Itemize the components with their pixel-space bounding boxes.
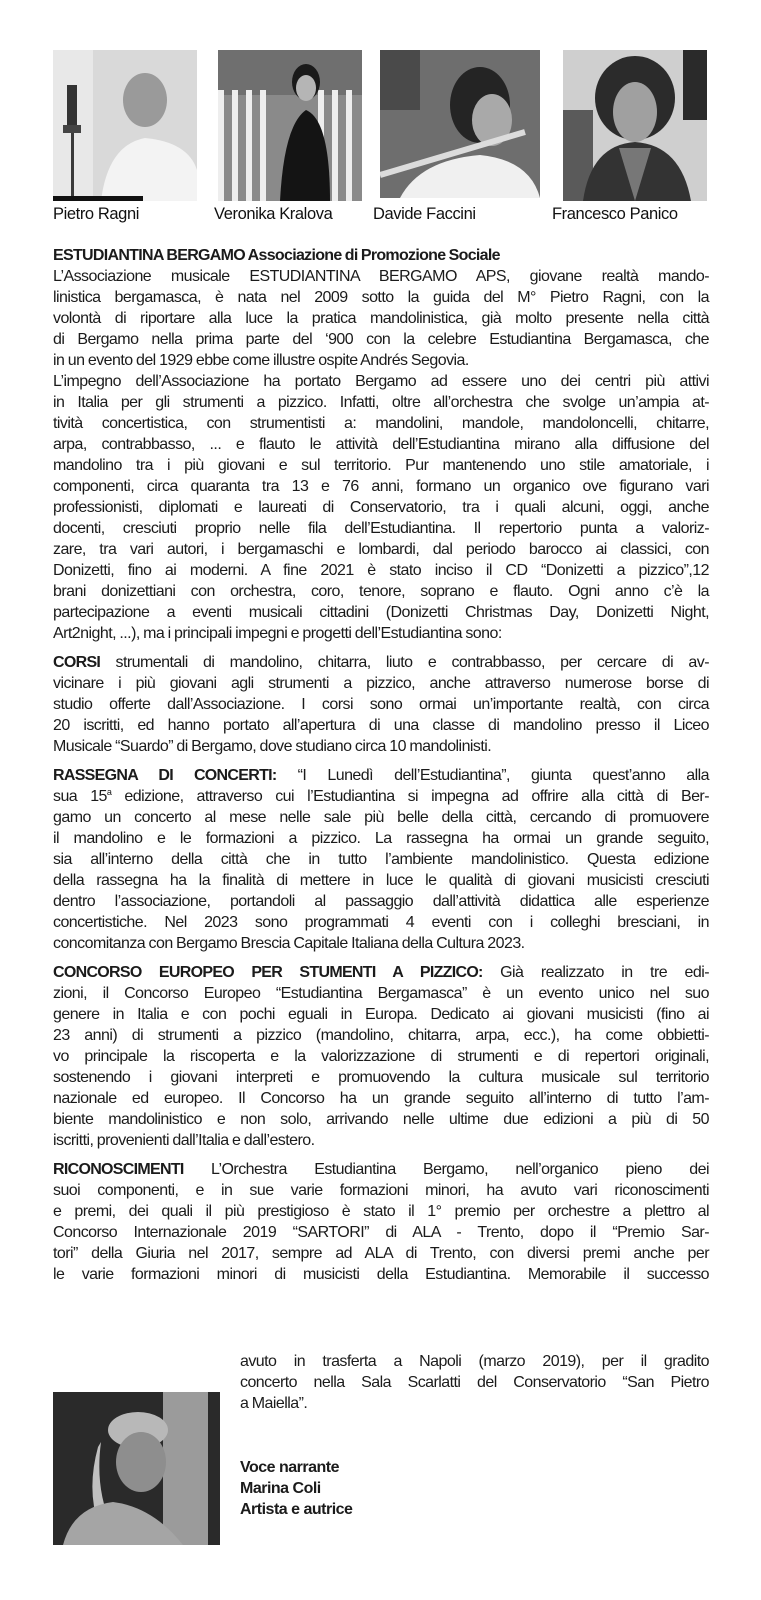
section-corsi [53,652,709,757]
section-line [53,786,709,807]
section-line: concerto nella Sala Scarlatti del Conservatorio “San Pietro [240,1374,709,1391]
section-line: concertistiche. Nel 2023 sono programmati 4 eventi con i colleghi bresciani, in [53,914,709,931]
photo-marina-coli [53,1392,220,1545]
intro-line: docenti, cresciuti proprio nelle fila dell’Estudiantina. Il repertorio punta a valoriz- [53,520,709,537]
photo-francesco-panico [563,50,707,201]
intro-line: professionisti, diplomati e laureati di Conservatorio, tra i quali alcuni, oggi, anche [53,499,709,516]
section-line: gamo un concerto al mese nelle sale più belle della città, cercando di promuovere [53,809,709,826]
section-line: vo principale la riscoperta e la valorizzazione di strumenti e di repertori originali, [53,1048,709,1065]
intro-line: brani donizettiani con orchestra, coro, tenore, soprano e flauto. Ogni anno c’è la [53,583,709,600]
section-first-line [53,652,709,673]
narrator-name: Marina Coli [240,1480,321,1497]
intro-line: in un evento del 1929 ebbe come illustre ospite Andrés Segovia. [53,352,469,369]
section-line: il mandolino e le formazioni a pizzico. La rassegna ha ormai un grande seguito, [53,830,709,847]
section-rassegna [53,765,709,954]
association-description [53,245,709,1285]
intro-heading [53,245,709,266]
intro-line: in Italia per gli strumenti a pizzico. Infatti, oltre all’orchestra che svolge un’ampia at- [53,394,709,411]
section-line: iscritti, provenienti dall’Italia e dall’estero. [53,1132,315,1149]
performer-name: Francesco Panico [552,205,678,223]
portrait-man-curly-hair-image [563,50,707,201]
section-heading: CORSI [53,654,101,671]
intro-line: zare, tra vari autori, i bergamaschi e lombardi, dal periodo barocco ai classici, con [53,541,709,558]
intro-line: volontà di riportare alla luce la pratica mandolinistica, già molto presente nella città [53,310,709,327]
section-line: Concorso Internazionale 2019 “SARTORI” di ALA - Trento, dopo il “Premio Sar- [53,1224,709,1241]
section-line: zioni, il Concorso Europeo “Estudiantina Bergamasca” è un evento unico nel suo [53,985,709,1002]
intro-line: linistica bergamasca, è nata nel 2009 sotto la guida del M° Pietro Ragni, con la [53,289,709,306]
intro-line: arpa, contrabbasso, ... e flauto le attività dell’Estudiantina mirano alla diffusione del [53,436,709,453]
performer-name: Veronika Kralova [214,205,333,223]
intro-line: mandolino tra i più giovani e sul territorio. Pur mantenendo uno stile amatoriale, i [53,457,709,474]
section-line: 20 iscritti, ed hanno portato all’apertura di una classe di mandolino presso il Liceo [53,717,709,734]
portrait-woman-headscarf-image [53,1392,220,1545]
riconoscimenti-continuation [240,1351,709,1414]
intro-line: componenti, circa quaranta tra 13 e 76 anni, formano un organico ove figurano vari [53,478,709,495]
section-text: strumentali di mandolino, chitarra, liuto e contrabbasso, per cercare di av- [100,654,709,671]
photo-veronika-kralova [218,50,362,201]
association-subtitle: Associazione di Promozione Sociale [245,247,500,264]
narrator-credit [240,1457,352,1520]
section-line: genere in Italia e con pochi eguali in Europa. Dedicato ai giovani musicisti (fino ai [53,1006,709,1023]
section-heading: RICONOSCIMENTI [53,1161,184,1178]
section-line: studio offerte dall’Associazione. I corsi sono ormai un’importante realtà, con circa [53,696,709,713]
section-first-line [53,765,709,786]
section-line: tori” della Giuria nel 2017, sempre ad ALA di Trento, con diversi premi anche per [53,1245,709,1262]
ordinal-superscript: a [106,787,112,797]
section-heading: CONCORSO EUROPEO PER STUMENTI A PIZZICO: [53,964,483,981]
section-line: vicinare i più giovani agli strumenti a pizzico, anche attraverso numerose borse di [53,675,709,692]
section-line: le varie formazioni minori di musicisti della Estudiantina. Memorabile il successo [53,1266,709,1283]
section-line: 23 anni) di strumenti a pizzico (mandolino, chitarra, arpa, ecc.), ha come obbietti- [53,1027,709,1044]
narrator-role: Voce narrante [240,1459,340,1476]
performer-name: Pietro Ragni [53,205,139,223]
section-line: Musicale “Suardo” di Bergamo, dove studiano circa 10 mandolinisti. [53,738,492,755]
section-line: sostenendo i giovani interpreti e promuovendo la cultura musicale sul territorio [53,1069,709,1086]
section-heading: RASSEGNA DI CONCERTI: [53,767,277,784]
photo-pietro-ragni [53,50,197,201]
section-line: e premi, dei quali il più prestigioso è stato il 1° premio per orchestre a plettro al [53,1203,709,1220]
section-line: sia all’interno della città che in tutto l’ambiente mandolinistico. Questa edizione [53,851,709,868]
section-line: nazionale ed europeo. Il Concorso ha un grande seguito all’interno di tutto l’am- [53,1090,709,1107]
section-line: biente mandolinistico e non solo, arrivando nelle ultime due edizioni a più di 50 [53,1111,709,1128]
section-line: a Maiella”. [240,1395,308,1412]
intro-line: L’Associazione musicale ESTUDIANTINA BERGAMO APS, giovane realtà mando- [53,268,709,285]
intro-line: partecipazione a eventi musicali cittadini (Donizetti Christmas Day, Donizetti Night, [53,604,709,621]
section-riconoscimenti [53,1159,709,1285]
portrait-woman-striped-sofa-image [218,50,362,201]
portrait-man-flute-image [380,50,540,198]
section-line: dentro l’associazione, portandoli al passaggio dall’attività didattica alle esperienze [53,893,709,910]
section-text: sua 15 [53,788,107,805]
section-line: della rassegna ha la finalità di mettere in luce le qualità di giovani musicisti cresciuti [53,872,709,889]
section-text: L’Orchestra Estudiantina Bergamo, nell’organico pieno dei [183,1161,709,1178]
intro-line: tività concertistica, con strumentisti a: mandolini, mandole, mandoloncelli, chitarre, [53,415,709,432]
intro-line: Art2night, ...), ma i principali impegni e progetti dell’Estudiantina sono: [53,625,502,642]
section-first-line [53,1159,709,1180]
section-text: “I Lunedì dell’Estudiantina”, giunta quest’anno alla [276,767,709,784]
performer-name: Davide Faccini [373,205,476,223]
narrator-title: Artista e autrice [240,1501,353,1518]
intro-line: L’impegno dell’Associazione ha portato Bergamo ad essere uno dei centri più attivi [53,373,709,390]
section-line: concomitanza con Bergamo Brescia Capitale Italiana della Cultura 2023. [53,935,525,952]
intro-line: Donizetti, fino ai moderni. A fine 2021 è stato inciso il CD “Donizetti a pizzico”,12 [53,562,709,579]
section-text: Già realizzato in tre edi- [482,964,710,981]
section-line: avuto in trasferta a Napoli (marzo 2019), per il gradito [240,1353,709,1370]
section-first-line [53,962,709,983]
intro-line: di Bergamo nella prima parte del ‘900 con la celebre Estudiantina Bergamasca, che [53,331,709,348]
section-text: edizione, attraverso cui l’Estudiantina si impegna ad offrire alla città di Ber- [111,788,709,805]
section-line: suoi componenti, e in sue varie formazioni minori, ha avuto vari riconoscimenti [53,1182,709,1199]
portrait-man-microphone-image [53,50,197,201]
section-concorso [53,962,709,1151]
association-name: ESTUDIANTINA BERGAMO [53,247,246,264]
photo-davide-faccini [380,50,540,198]
